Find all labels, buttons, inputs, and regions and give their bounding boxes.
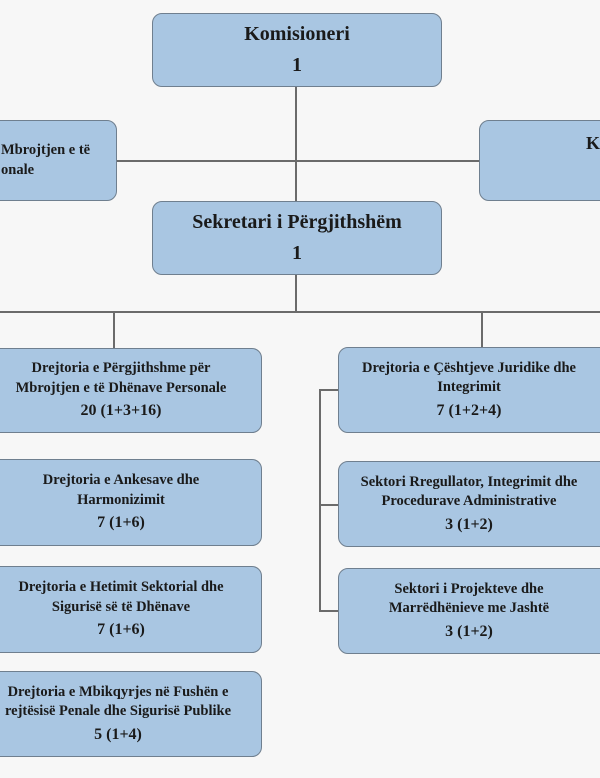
right-sector-1-line1: Sektori Rregullator, Integrimit dhe (360, 473, 578, 490)
left-directorate-4-count: 5 (1+4) (94, 725, 142, 743)
left-directorate-4[interactable] (0, 671, 262, 757)
left-side-box[interactable] (0, 120, 117, 201)
left-side-box-line2: onale (1, 161, 35, 178)
left-directorate-3-line2: Sigurisë së të Dhënave (51, 598, 191, 615)
secretary-count: 1 (292, 242, 302, 264)
connector-left-drop (113, 311, 115, 349)
right-sector-2-count: 3 (1+2) (445, 622, 493, 640)
right-sector-2-line2: Marrëdhënieve me Jashtë (388, 600, 550, 617)
left-side-box-line1: Mbrojtjen e të (1, 141, 91, 158)
right-sector-1[interactable] (338, 461, 600, 547)
left-directorate-4-line1: Drejtoria e Mbikqyrjes në Fushën e (7, 683, 229, 700)
secretary-box[interactable] (152, 201, 442, 275)
left-directorate-2-count: 7 (1+6) (97, 514, 145, 532)
left-directorate-1-line2: Mbrojtjen e të Dhënave Personale (15, 379, 227, 396)
connector-right-drop (481, 311, 483, 348)
right-side-box-text: K (586, 133, 600, 153)
left-directorate-2[interactable] (0, 459, 262, 546)
right-sector-2[interactable] (338, 568, 600, 654)
connector-right-branch-3 (319, 610, 339, 612)
right-directorate-1-line1: Drejtoria e Çështjeve Juridike dhe (362, 359, 576, 376)
connector-side-boxes (116, 160, 480, 162)
connector-commissioner-secretary (295, 87, 297, 202)
commissioner-count: 1 (292, 54, 302, 76)
right-directorate-1[interactable] (338, 347, 600, 433)
left-directorate-3[interactable] (0, 566, 262, 653)
left-directorate-3-line1: Drejtoria e Hetimit Sektorial dhe (18, 579, 224, 596)
right-sector-1-count: 3 (1+2) (445, 515, 493, 533)
left-directorate-1-line1: Drejtoria e Përgjithshme për (31, 360, 211, 377)
right-sector-2-line1: Sektori i Projekteve dhe (394, 580, 544, 597)
commissioner-title: Komisioneri (244, 23, 350, 45)
left-directorate-1-count: 20 (1+3+16) (80, 402, 162, 420)
connector-secretary-bus (295, 274, 297, 312)
right-directorate-1-count: 7 (1+2+4) (436, 401, 502, 419)
connector-right-vertical (319, 389, 321, 611)
connector-right-branch-2 (319, 504, 339, 506)
left-directorate-2-line2: Harmonizimit (77, 491, 165, 508)
connector-horizontal-bus (0, 311, 600, 313)
commissioner-box[interactable] (152, 13, 442, 87)
right-sector-1-line2: Procedurave Administrative (381, 493, 557, 510)
right-directorate-1-line2: Integrimit (437, 379, 501, 396)
left-directorate-4-line2: rejtësisë Penale dhe Sigurisë Publike (4, 703, 232, 720)
left-directorate-1[interactable] (0, 348, 262, 433)
connector-right-branch-1 (319, 389, 339, 391)
right-side-box[interactable] (479, 120, 600, 201)
left-directorate-3-count: 7 (1+6) (97, 621, 145, 639)
secretary-title: Sekretari i Përgjithshëm (192, 211, 402, 233)
left-directorate-2-line1: Drejtoria e Ankesave dhe (42, 472, 200, 489)
